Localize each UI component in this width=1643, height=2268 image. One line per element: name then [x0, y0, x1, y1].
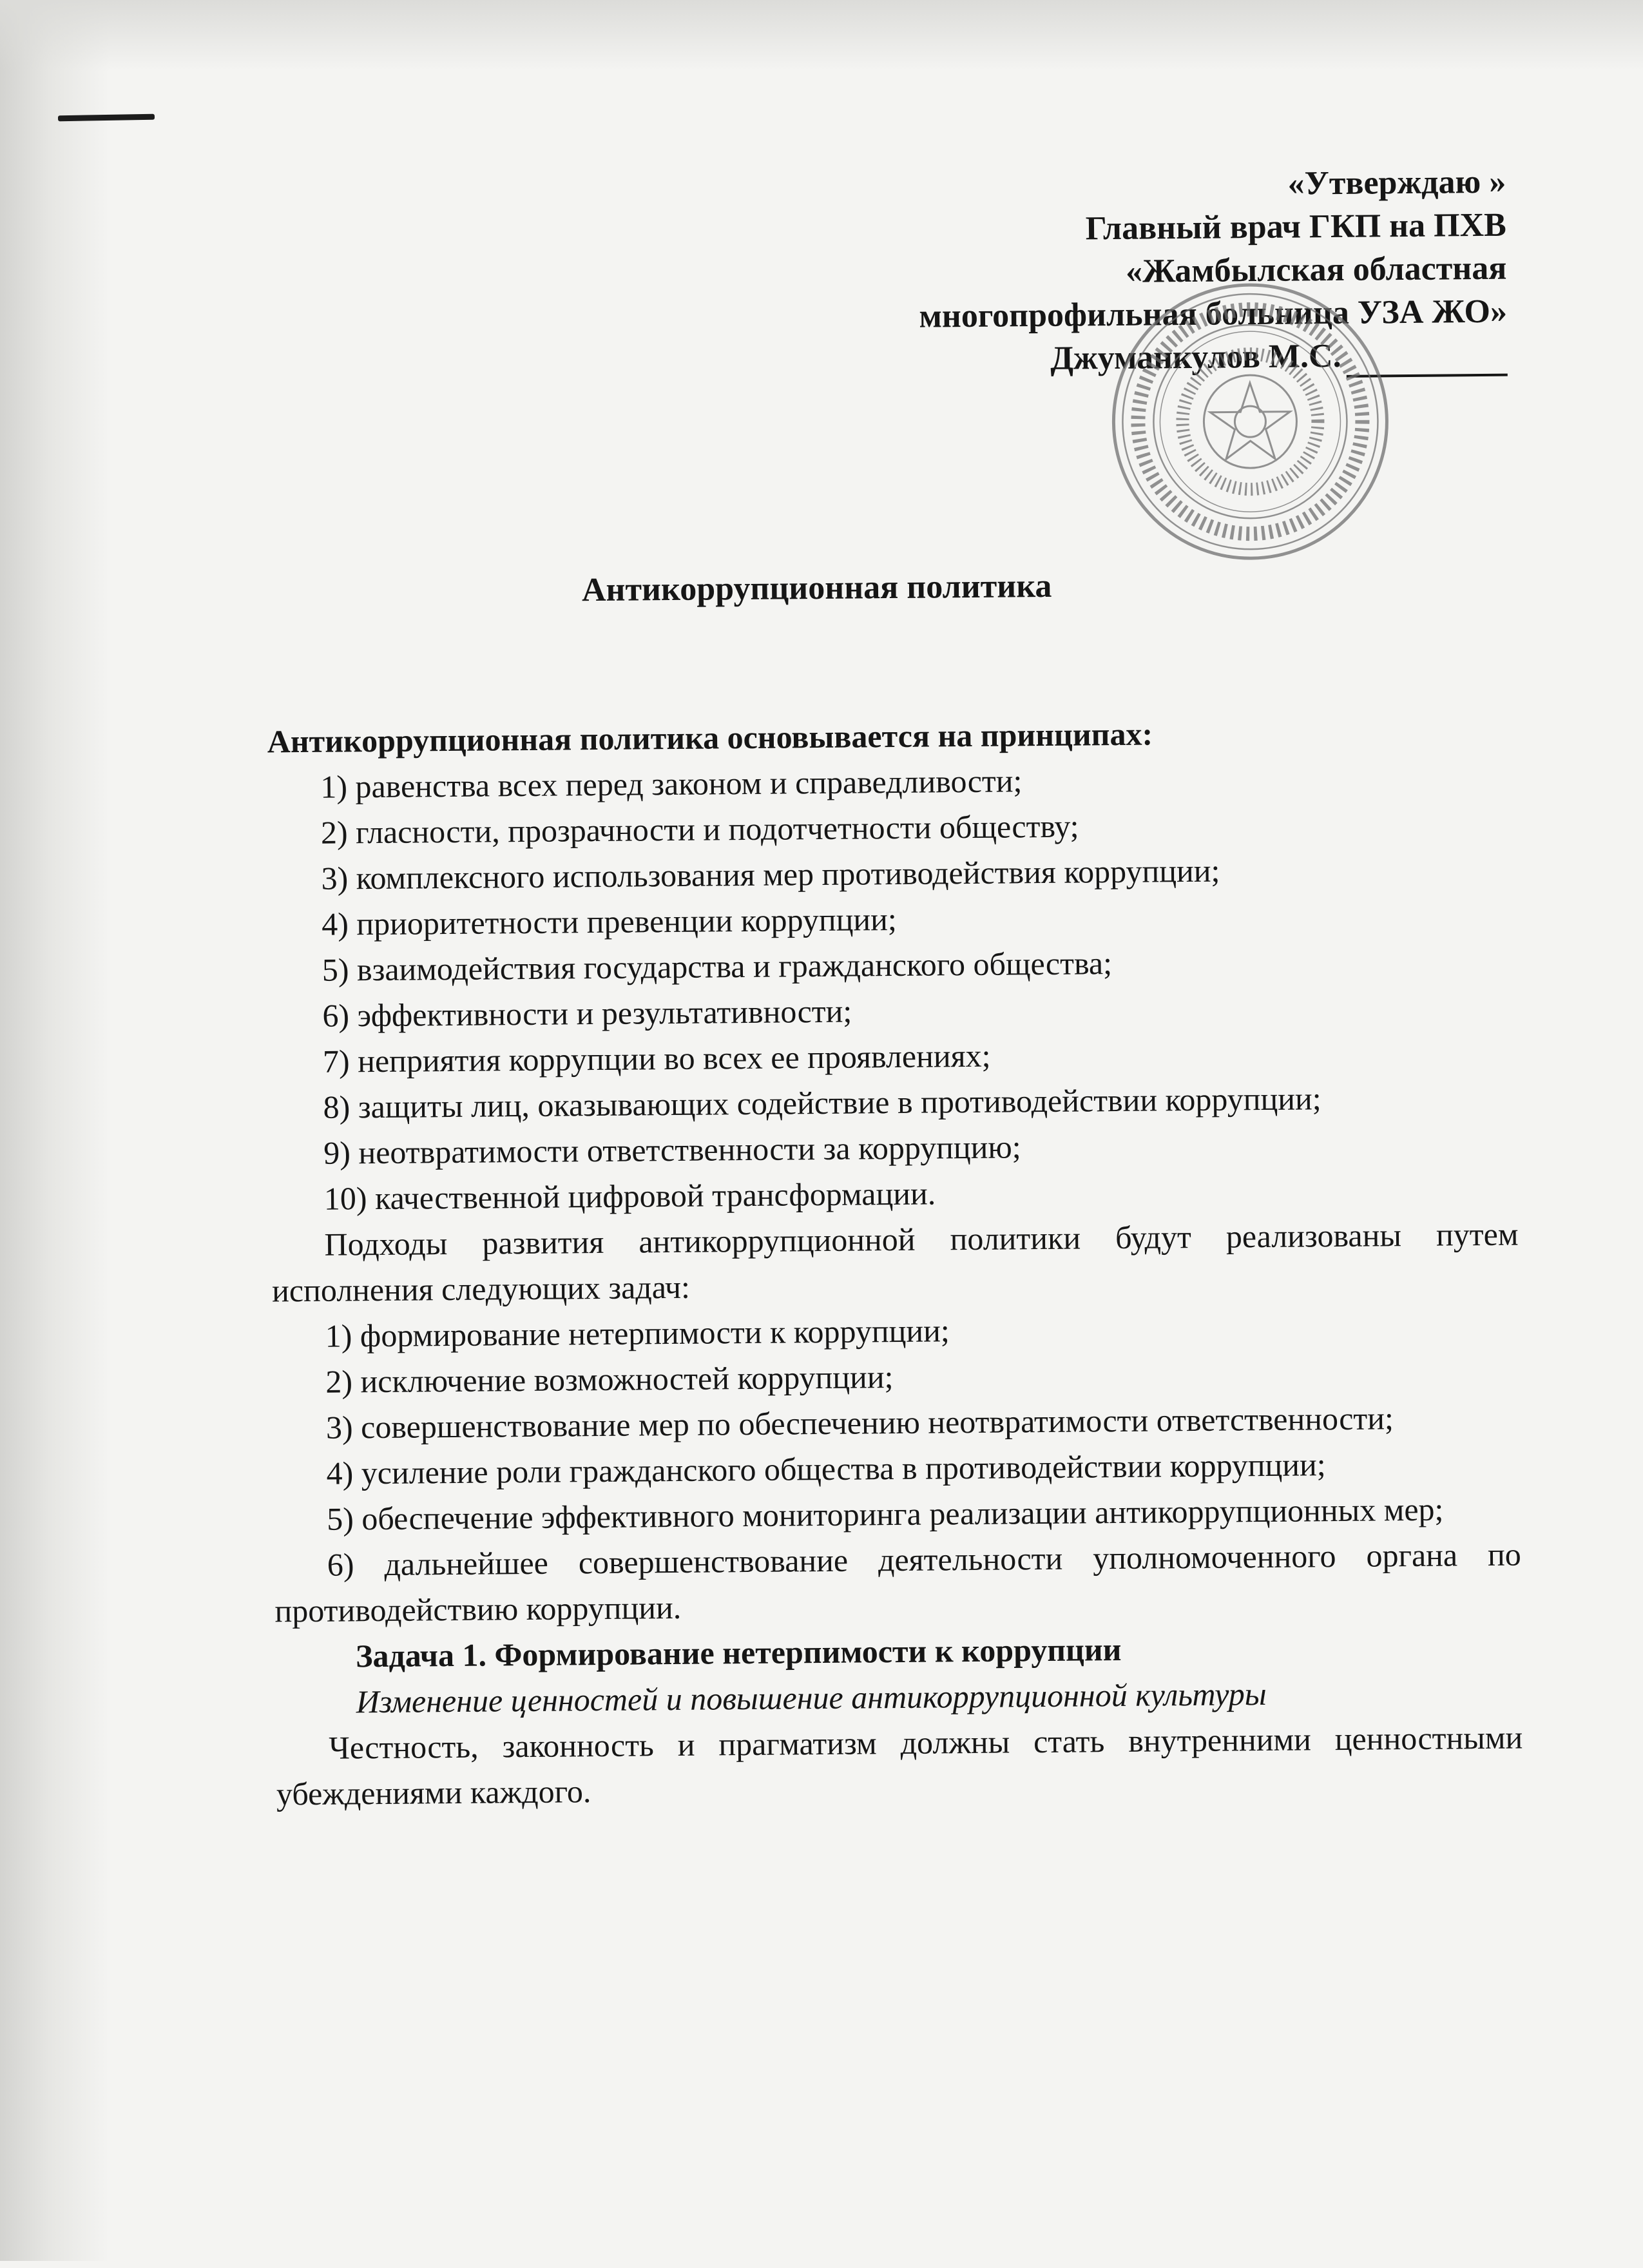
approval-line: «Утверждаю »: [1287, 163, 1506, 202]
principle-item: 7) неприятия коррупции во всех ее проявлениях;: [322, 1037, 991, 1080]
principle-item: 9) неотвратимости ответственности за коррупцию;: [323, 1129, 1021, 1171]
principle-item: 2) гласности, прозрачности и подотчетности обществу;: [320, 808, 1079, 851]
principle-item: 8) защиты лиц, оказывающих содействие в противодействии коррупции;: [323, 1080, 1321, 1125]
approval-line: Главный врач ГКП на ПХВ: [1085, 206, 1507, 247]
task-heading: Задача 1. Формирование нетерпимости к коррупции: [355, 1631, 1122, 1674]
principle-item: 6) эффективности и результативности;: [322, 993, 852, 1034]
approach-item: 6) дальнейшее совершенствование деятельности уполномоченного органа по противодействию коррупции.: [274, 1536, 1522, 1629]
principle-item: 5) взаимодействия государства и гражданского общества;: [322, 945, 1113, 988]
document-body: [267, 708, 1523, 1817]
approach-item: 1) формирование нетерпимости к коррупции;: [325, 1312, 950, 1354]
principle-item: 4) приоритетности превенции коррупции;: [321, 900, 898, 942]
principle-item: 1) равенства всех перед законом и справедливости;: [320, 762, 1023, 805]
task-paragraph: Честность, законность и прагматизм должны стать внутренними ценностными убеждениями каждого.: [276, 1719, 1523, 1812]
approval-line: «Жамбылская областная: [1125, 249, 1507, 290]
principles-heading: Антикоррупционная политика основывается на принципах:: [267, 715, 1153, 760]
approach-item: 3) совершенствование мер по обеспечению неотвратимости ответственности;: [325, 1400, 1394, 1446]
approach-item: 4) усиление роли гражданского общества в противодействии коррупции;: [326, 1446, 1326, 1491]
approach-item: 5) обеспечение эффективного мониторинга реализации антикоррупционных мер;: [326, 1491, 1444, 1537]
principle-item: 3) комплексного использования мер противодействия коррупции;: [321, 852, 1220, 897]
principle-item: 10) качественной цифровой трансформации.: [323, 1175, 936, 1217]
approaches-intro: Подходы развития антикоррупционной политики будут реализованы путем исполнения следующих задач:: [271, 1216, 1519, 1309]
approval-signer-name: Джуманкулов М.С.: [1050, 337, 1341, 377]
task-subheading: Изменение ценностей и повышение антикоррупционной культуры: [356, 1676, 1267, 1720]
official-seal-stamp: [1108, 278, 1394, 565]
document-title: Антикоррупционная политика: [581, 567, 1052, 609]
approach-item: 2) исключение возможностей коррупции;: [325, 1359, 894, 1400]
approval-line: многопрофильная больница УЗА ЖО»: [919, 293, 1508, 335]
